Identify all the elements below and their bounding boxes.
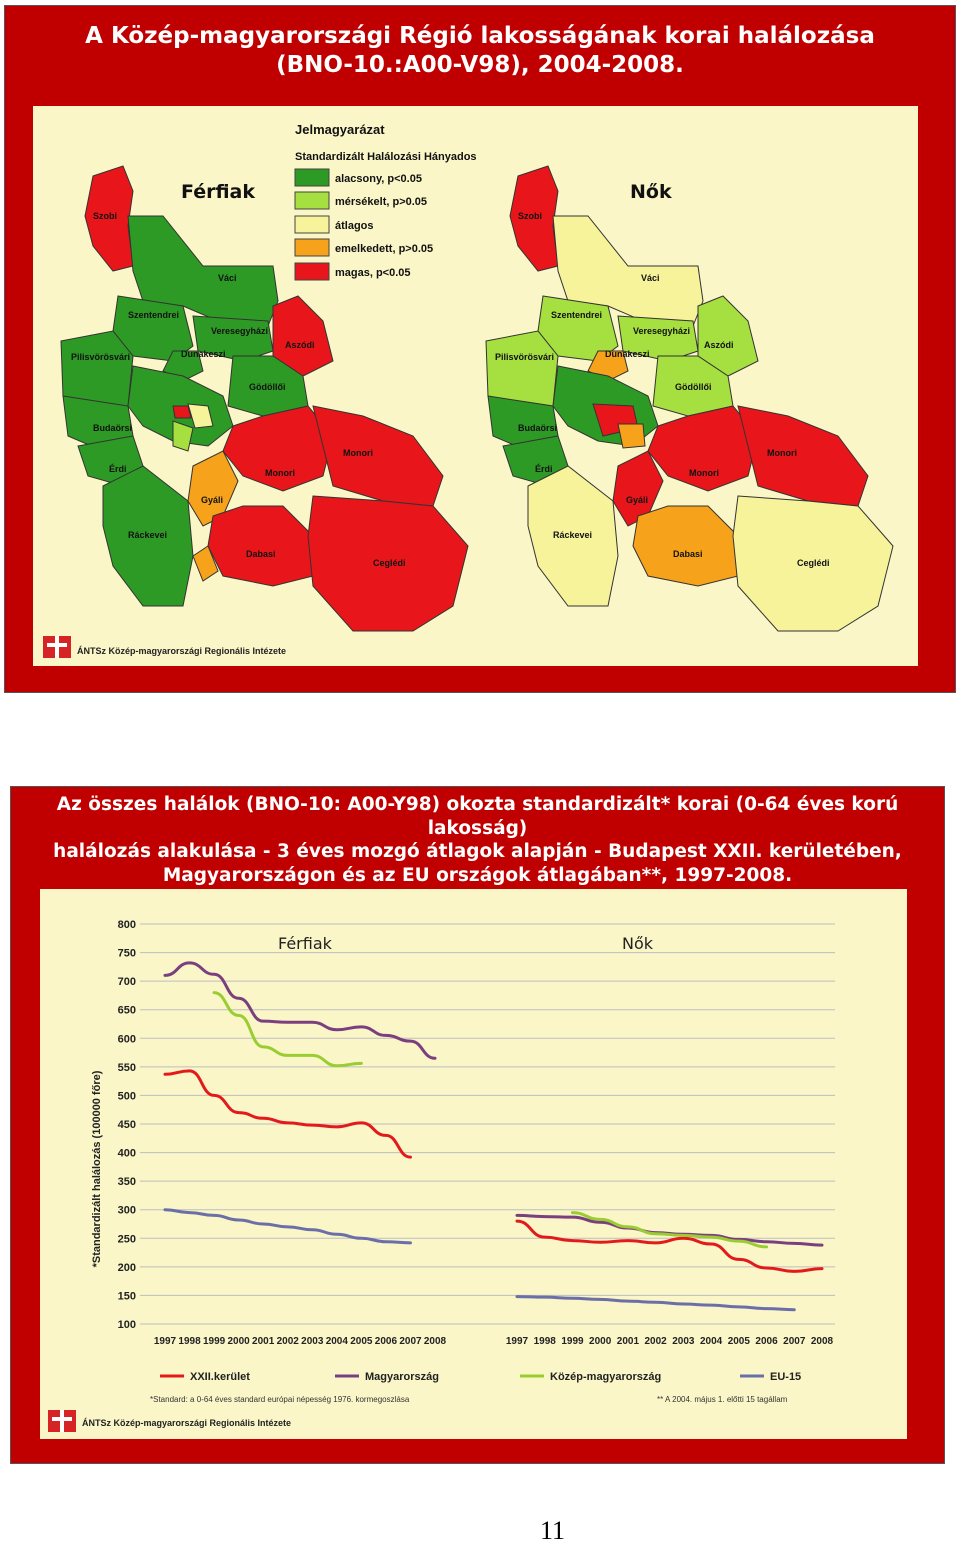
legend-label-1: mérsékelt, p>0.05 <box>335 196 428 208</box>
x-tick-label: 2008 <box>810 1336 834 1347</box>
men-label-dunakeszi: Dunakeszi <box>181 349 226 359</box>
x-tick-label: 2000 <box>589 1336 612 1347</box>
y-tick-label: 800 <box>117 919 136 931</box>
men-monori2-region <box>313 406 443 506</box>
legend-swatch-2 <box>295 216 329 233</box>
map-title-line1: A Közép-magyarországi Régió lakosságának korai halálozása <box>85 23 875 49</box>
chart-area <box>40 889 907 1439</box>
chart-panel <box>10 786 945 1464</box>
men-label-rackevei: Ráckevei <box>128 530 168 540</box>
x-tick-label: 2003 <box>301 1336 324 1347</box>
men-label-gyali: Gyáli <box>201 495 224 505</box>
women-label-erdi: Érdi <box>535 464 553 474</box>
y-tick-label: 200 <box>117 1261 136 1274</box>
men-label-vaci: Váci <box>218 273 237 283</box>
map-logo-text: ÁNTSz Közép-magyarországi Regionális Intézete <box>77 646 287 656</box>
men-label-ceglédi: Ceglédi <box>373 558 406 568</box>
women-dabasi-region <box>633 506 738 586</box>
chart-legend <box>160 1371 801 1383</box>
y-tick-label: 300 <box>117 1204 136 1217</box>
women-label-dunakeszi: Dunakeszi <box>605 349 650 359</box>
mortality-line-chart <box>40 889 907 1439</box>
men-label-szobi: Szobi <box>93 211 117 221</box>
y-tick-label: 600 <box>117 1033 136 1046</box>
chart-logo-stripe2 <box>60 1410 64 1432</box>
legend-label: Közép-magyarország <box>550 1371 662 1383</box>
chart-grid <box>140 924 835 1324</box>
x-tick-label: 2008 <box>423 1336 447 1347</box>
page-number: 11 <box>540 1516 566 1545</box>
legend-swatch-1 <box>295 192 329 209</box>
women-label-gyali: Gyáli <box>626 495 649 505</box>
women-map <box>486 166 893 631</box>
logo-mark-stripe2 <box>55 636 59 658</box>
men-label-veresegyhazi: Veresegyházi <box>211 326 269 336</box>
chart-series <box>165 963 822 1310</box>
legend-label-2: átlagos <box>335 220 374 232</box>
x-tick-label: 2002 <box>276 1336 299 1347</box>
y-tick-label: 250 <box>117 1233 136 1246</box>
chart-title-line3: Magyarországon és az EU országok átlagában**, 1997-2008. <box>162 865 793 887</box>
x-tick-label: 1999 <box>202 1336 226 1347</box>
chart-title-line1: Az összes halálok (BNO-10: A00-Y98) okozta standardizált* korai (0-64 éves korú lakosság) <box>56 794 899 839</box>
legend-swatch-4 <box>295 263 329 280</box>
women-label-rackevei: Ráckevei <box>553 530 593 540</box>
men-label-aszodi: Aszódi <box>285 340 315 350</box>
legend-label: Magyarország <box>365 1371 439 1383</box>
women-label-ceglédi: Ceglédi <box>797 558 830 568</box>
x-tick-label: 2003 <box>672 1336 695 1347</box>
y-tick-label: 700 <box>117 976 136 989</box>
legend-label-4: magas, p<0.05 <box>335 267 411 279</box>
men-label-pilisvorosvari: Pilisvörösvári <box>71 352 131 362</box>
women-label-veresegyhazi: Veresegyházi <box>633 326 691 336</box>
women-label-aszodi: Aszódi <box>704 340 734 350</box>
series-line <box>165 1071 410 1157</box>
choropleth-maps <box>33 106 918 666</box>
women-label-monori2: Monori <box>767 448 797 458</box>
x-tick-label: 1997 <box>153 1336 177 1347</box>
x-tick-labels <box>154 1336 834 1347</box>
women-label-szobi: Szobi <box>518 211 542 221</box>
series-line <box>165 963 435 1058</box>
chart-logo-text: ÁNTSz Közép-magyarországi Regionális Intézete <box>82 1418 292 1428</box>
women-label-pilisvorosvari: Pilisvörösvári <box>495 352 555 362</box>
women-label-godolloi: Gödöllői <box>675 382 712 392</box>
chart-title-line2: halálozás alakulása - 3 éves mozgó átlagok alapján - Budapest XXII. kerületében, <box>53 841 902 863</box>
men-label-erdi: Érdi <box>109 464 127 474</box>
women-map-title: Nők <box>630 181 672 203</box>
women-label-vaci: Váci <box>641 273 660 283</box>
map-title-line2: (BNO-10.:A00-V98), 2004-2008. <box>276 52 684 79</box>
y-axis-label: *Standardizált halálozás (100000 főre) <box>91 1070 103 1268</box>
map-logo <box>43 636 286 658</box>
chart-title <box>11 793 944 888</box>
x-tick-label: 2001 <box>252 1336 275 1347</box>
women-label-dabasi: Dabasi <box>673 549 703 559</box>
legend-label: XXII.kerület <box>190 1371 250 1383</box>
y-tick-label: 750 <box>117 947 136 960</box>
x-tick-label: 2004 <box>325 1336 348 1347</box>
y-tick-label: 150 <box>117 1290 136 1303</box>
y-tick-label: 400 <box>117 1147 136 1160</box>
x-tick-label: 1997 <box>505 1336 529 1347</box>
women-label-budaorsi: Budaörsi <box>518 423 558 433</box>
men-label-szentendrei: Szentendrei <box>128 310 180 320</box>
x-tick-label: 1998 <box>533 1336 556 1347</box>
map-panel <box>4 5 956 693</box>
men-label-monori: Monori <box>265 468 295 478</box>
x-tick-label: 2007 <box>399 1336 422 1347</box>
men-label-godolloi: Gödöllői <box>249 382 286 392</box>
men-label-budaorsi: Budaörsi <box>93 423 133 433</box>
series-line <box>517 1221 822 1271</box>
x-tick-label: 2006 <box>374 1336 398 1347</box>
footnote-right: ** A 2004. május 1. előtti 15 tagállam <box>657 1395 788 1404</box>
panel-title-women: Nők <box>622 934 654 953</box>
chart-logo <box>48 1410 291 1432</box>
y-tick-labels <box>118 919 136 1331</box>
men-dabasi-region <box>208 506 313 586</box>
y-tick-label: 350 <box>117 1176 136 1189</box>
men-map-title: Férfiak <box>181 181 256 203</box>
legend-swatch-3 <box>295 239 329 256</box>
y-tick-label: 500 <box>117 1090 136 1103</box>
x-tick-label: 2006 <box>755 1336 778 1347</box>
x-tick-label: 2002 <box>644 1336 667 1347</box>
men-label-monori2: Monori <box>343 448 373 458</box>
y-tick-label: 100 <box>117 1319 136 1331</box>
panel-title-men: Férfiak <box>278 934 332 953</box>
legend-label: EU-15 <box>770 1371 802 1383</box>
x-tick-label: 2004 <box>699 1336 723 1347</box>
x-tick-label: 1998 <box>178 1336 201 1347</box>
men-budapest-red <box>173 406 191 418</box>
men-map <box>61 166 468 631</box>
x-tick-label: 2000 <box>227 1336 250 1347</box>
legend-heading: Jelmagyarázat <box>295 122 385 137</box>
x-tick-label: 2007 <box>783 1336 806 1347</box>
legend-swatch-0 <box>295 169 329 186</box>
x-tick-label: 2005 <box>727 1336 750 1347</box>
women-label-szentendrei: Szentendrei <box>551 310 603 320</box>
map-title <box>5 22 955 81</box>
series-line <box>517 1297 794 1310</box>
legend-label-3: emelkedett, p>0.05 <box>335 243 434 255</box>
map-legend <box>295 122 477 280</box>
map-area <box>33 106 918 666</box>
y-tick-label: 550 <box>117 1061 136 1074</box>
x-tick-label: 1999 <box>561 1336 584 1347</box>
women-label-monori: Monori <box>689 468 719 478</box>
women-budapest-orange <box>618 424 645 448</box>
legend-subheading: Standardizált Halálozási Hányados <box>295 151 477 163</box>
women-monori2-region <box>738 406 868 506</box>
footnote-left: *Standard: a 0-64 éves standard európai népesség 1976. kormegoszlása <box>150 1395 410 1404</box>
y-tick-label: 650 <box>117 1004 136 1017</box>
x-tick-label: 2005 <box>350 1336 373 1347</box>
y-tick-label: 450 <box>117 1119 136 1131</box>
x-tick-label: 2001 <box>616 1336 640 1347</box>
legend-label-0: alacsony, p<0.05 <box>335 173 422 185</box>
men-label-dabasi: Dabasi <box>246 549 276 559</box>
